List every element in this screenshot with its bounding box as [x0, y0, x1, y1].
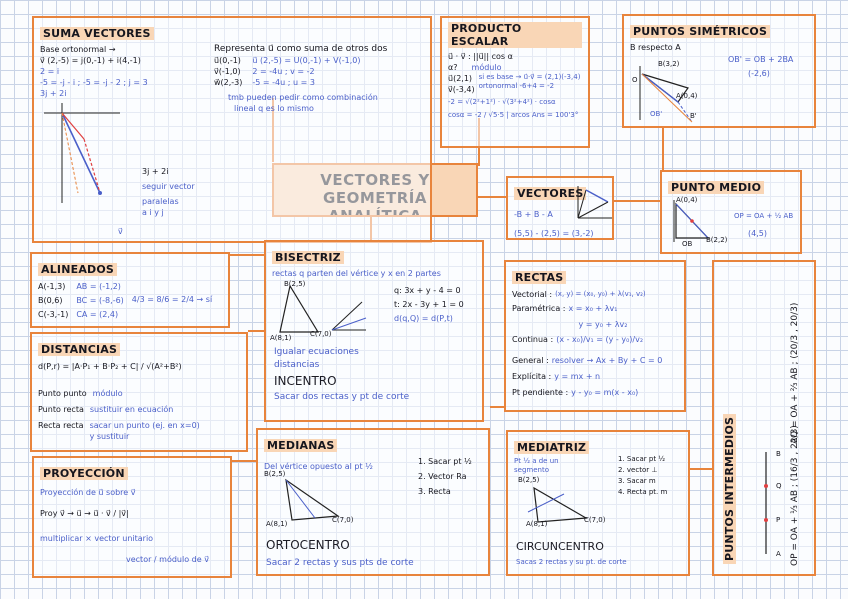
type-equation: y - y₀ = m(x - x₀)	[571, 388, 639, 397]
step: 4. Recta pt. m	[618, 488, 668, 496]
formula: OB' = OB + 2BA	[728, 55, 794, 64]
point-label: A(8,1)	[270, 334, 292, 342]
section-heading: PRODUCTO ESCALAR	[448, 22, 582, 48]
description: Proyección de u⃗ sobre v⃗	[40, 488, 136, 497]
connector	[232, 460, 256, 462]
formula-line: -B + B - A	[514, 210, 553, 219]
point-label: B'	[690, 112, 697, 120]
point-label: A(8,1)	[266, 520, 288, 528]
formula-line: u⃗ · v⃗ : ||u⃗|| cos α	[448, 52, 513, 61]
point-a: A(-1,3)	[38, 282, 66, 291]
type-equation: y = y₀ + λv₂	[578, 320, 628, 329]
rep-line: 2 = -4u ; v = -2	[252, 67, 315, 76]
point-label: A(8,1)	[526, 520, 548, 528]
case-value: sustituir en ecuación	[89, 405, 174, 414]
example-line: 2 = i	[40, 67, 60, 76]
point-label: P	[776, 516, 781, 524]
graph-label: 3j + 2i	[142, 167, 169, 176]
formula-line: si es base → u⃗·v⃗ = (2,1)(-3,4)	[478, 73, 581, 81]
vector-ab: AB = (-1,2)	[76, 282, 121, 291]
case-value: sacar un punto (ej. en x=0)	[89, 421, 200, 430]
point-label: A(0,4)	[676, 92, 698, 100]
point-label: B(2,5)	[264, 470, 286, 478]
vector-bc: BC = (-8,-6)	[76, 296, 124, 305]
formula: Proy v⃗ → u⃗ → u⃗ · v⃗ / |v⃗|	[40, 509, 129, 518]
result: (-2,6)	[748, 69, 770, 78]
rectas-section	[504, 260, 686, 412]
bisectriz-section	[264, 240, 484, 422]
section-heading: VECTORES	[514, 187, 586, 200]
point-label: O	[632, 76, 638, 84]
section-heading: MEDIANAS	[264, 439, 337, 452]
note-line: lineal q es lo mismo	[234, 104, 314, 113]
section-heading: DISTANCIAS	[38, 343, 120, 356]
subtitle: B respecto A	[630, 43, 681, 52]
ortocentro-heading: ORTOCENTRO	[266, 538, 350, 552]
ratio: 4/3 = 8/6 = 2/4 → sí	[131, 295, 213, 304]
type-equation: x = x₀ + λv₁	[568, 304, 618, 313]
rep-line: -5 = -4u ; u = 3	[252, 78, 315, 87]
formula-p: OP = OA + ⅓ AB ; (16/3 , 22/3)	[790, 425, 800, 566]
point-label: B(2,5)	[518, 476, 540, 484]
case-label: Punto punto	[38, 389, 87, 398]
medianas-section	[256, 428, 490, 576]
formula-line: ortonormal -6+4 = -2	[478, 82, 555, 90]
point-c: C(-3,-1)	[38, 310, 69, 319]
formula-line: módulo	[471, 63, 502, 72]
section-heading: SUMA VECTORES	[40, 27, 154, 40]
point-label: OB	[682, 240, 693, 248]
description: rectas q parten del vértice y x en 2 partes	[272, 269, 441, 278]
example-line: -5 = -j - i ; -5 = -j - 2 ; j = 3	[40, 78, 148, 87]
rep-line: u⃗ (2,-5) = U(0,-1) + V(-1,0)	[252, 56, 361, 65]
type-label: Continua :	[512, 335, 554, 344]
vector-ca: CA = (2,4)	[76, 310, 119, 319]
step: Igualar ecuaciones	[274, 347, 359, 357]
section-heading: ALINEADOS	[38, 263, 117, 276]
type-label: General :	[512, 356, 549, 365]
section-heading: PUNTOS SIMÉTRICOS	[630, 25, 770, 38]
example-line: v⃗ (2,-5) = j(0,-1) + i(4,-1)	[40, 56, 141, 65]
vector-w: w⃗(2,-3)	[214, 78, 243, 87]
point-label: C(7,0)	[332, 516, 354, 524]
parallels-label: paralelas	[142, 197, 179, 206]
distancias-section	[30, 332, 248, 452]
suma-vectores-section	[32, 16, 432, 243]
formula-line: -2 = √(2²+1²) · √(3²+4²) · cosα	[448, 98, 556, 106]
representation-title: Representa u⃗ como suma de otros dos	[214, 44, 388, 54]
case-label: Recta recta	[38, 421, 84, 430]
step: 3. Recta	[418, 487, 451, 496]
circuncentro-heading: CIRCUNCENTRO	[516, 540, 604, 553]
formula-q: AQ = OA + ⅔ AB ; (20/3 , 20/3)	[790, 302, 800, 444]
point-label: B(2,2)	[706, 236, 728, 244]
step: 1. Sacar pt ½	[618, 455, 666, 463]
type-label: Vectorial :	[512, 290, 553, 299]
point-label: C(7,0)	[310, 330, 332, 338]
mediatriz-section	[506, 430, 690, 576]
parallels-label: a i y j	[142, 208, 164, 217]
point-label: A	[776, 550, 781, 558]
point-label: B	[776, 450, 781, 458]
case-value: y sustituir	[89, 432, 130, 441]
example-line: 3j + 2i	[40, 89, 67, 98]
connector	[662, 128, 664, 170]
equation: d(q,Q) = d(P,t)	[394, 314, 453, 323]
proyeccion-section	[32, 456, 232, 578]
connector	[228, 254, 264, 256]
vectores-section	[506, 176, 614, 240]
connector	[478, 196, 506, 198]
type-label: Explícita :	[512, 372, 552, 381]
step: 2. vector ⊥	[618, 466, 658, 474]
producto-escalar-section	[440, 16, 590, 148]
type-label: Pt pendiente :	[512, 388, 569, 397]
section-heading: MEDIATRIZ	[514, 441, 589, 454]
incentro-heading: INCENTRO	[274, 374, 337, 388]
alineados-section	[30, 252, 230, 328]
description: Pt ½ a de un	[514, 457, 559, 465]
formula-line: cosα = -2 / √5·5 | arcos Ans = 100'3°	[448, 111, 579, 119]
formula-line: α?	[448, 63, 458, 72]
step: 2. Vector Ra	[418, 472, 467, 481]
type-equation: resolver → Ax + By + C = 0	[551, 356, 663, 365]
type-equation: (x - x₀)/v₁ = (y - y₀)/v₂	[556, 335, 644, 344]
puntos-intermedios-section	[712, 260, 816, 576]
vector-v: v⃗(-1,0)	[214, 67, 241, 76]
connector	[690, 468, 712, 470]
point-label: Q	[776, 482, 782, 490]
vector-v: v⃗(-3,4)	[448, 85, 475, 94]
step: 3. Sacar m	[618, 477, 656, 485]
step: multiplicar × vector unitario	[40, 534, 154, 543]
result: (4,5)	[748, 229, 767, 238]
type-equation: (x, y) = (x₀, y₀) + λ(v₁, v₂)	[555, 290, 646, 298]
description: segmento	[514, 466, 549, 474]
section-heading: PUNTOS INTERMEDIOS	[718, 414, 737, 564]
point-label: C(7,0)	[584, 516, 606, 524]
case-label: Punto recta	[38, 405, 84, 414]
connector	[490, 406, 504, 408]
type-label: Paramétrica :	[512, 304, 566, 313]
connector	[614, 200, 660, 202]
base-line: Base ortonormal →	[40, 45, 116, 54]
formula: d(P,r) = |A·P₁ + B·P₂ + C| / √(A²+B²)	[38, 362, 182, 371]
formula-line: (5,5) - (2,5) = (3,-2)	[514, 229, 594, 238]
point-label: B(2,5)	[284, 280, 306, 288]
step: 1. Sacar pt ½	[418, 457, 472, 466]
follow-label: seguir vector	[142, 182, 195, 191]
case-value: módulo	[92, 389, 123, 398]
section-heading: PROYECCIÓN	[40, 467, 128, 480]
step: Sacas 2 rectas y su pt. de corte	[516, 558, 627, 566]
point-label: A(0,4)	[676, 196, 698, 204]
puntos-simetricos-section	[622, 14, 816, 128]
note-line: tmb pueden pedir como combinación	[228, 93, 378, 102]
type-equation: y = mx + n	[554, 372, 601, 381]
description: Del vértice opuesto al pt ½	[264, 462, 373, 471]
point-b: B(0,6)	[38, 296, 63, 305]
punto-medio-section	[660, 170, 802, 254]
step: Sacar 2 rectas y sus pts de corte	[266, 558, 414, 568]
step: Sacar dos rectas y pt de corte	[274, 392, 410, 402]
section-heading: PUNTO MEDIO	[668, 181, 764, 194]
connector	[248, 330, 264, 332]
point-label: B(3,2)	[658, 60, 680, 68]
segment-diagram	[754, 448, 781, 558]
step: vector / módulo de v⃗	[126, 555, 209, 564]
point-label: OB'	[650, 110, 663, 118]
equation: q: 3x + y - 4 = 0	[394, 286, 461, 295]
equation: t: 2x - 3y + 1 = 0	[394, 300, 464, 309]
vector-u: u⃗(2,1)	[448, 74, 473, 83]
step: distancias	[274, 360, 320, 370]
vector-diagram	[574, 184, 614, 220]
vector-label: v⃗	[118, 227, 123, 236]
formula: OP = OA + ½ AB	[734, 212, 794, 220]
section-heading: RECTAS	[512, 271, 566, 284]
vector-u: u⃗(0,-1)	[214, 56, 241, 65]
section-heading: BISECTRIZ	[272, 251, 344, 264]
